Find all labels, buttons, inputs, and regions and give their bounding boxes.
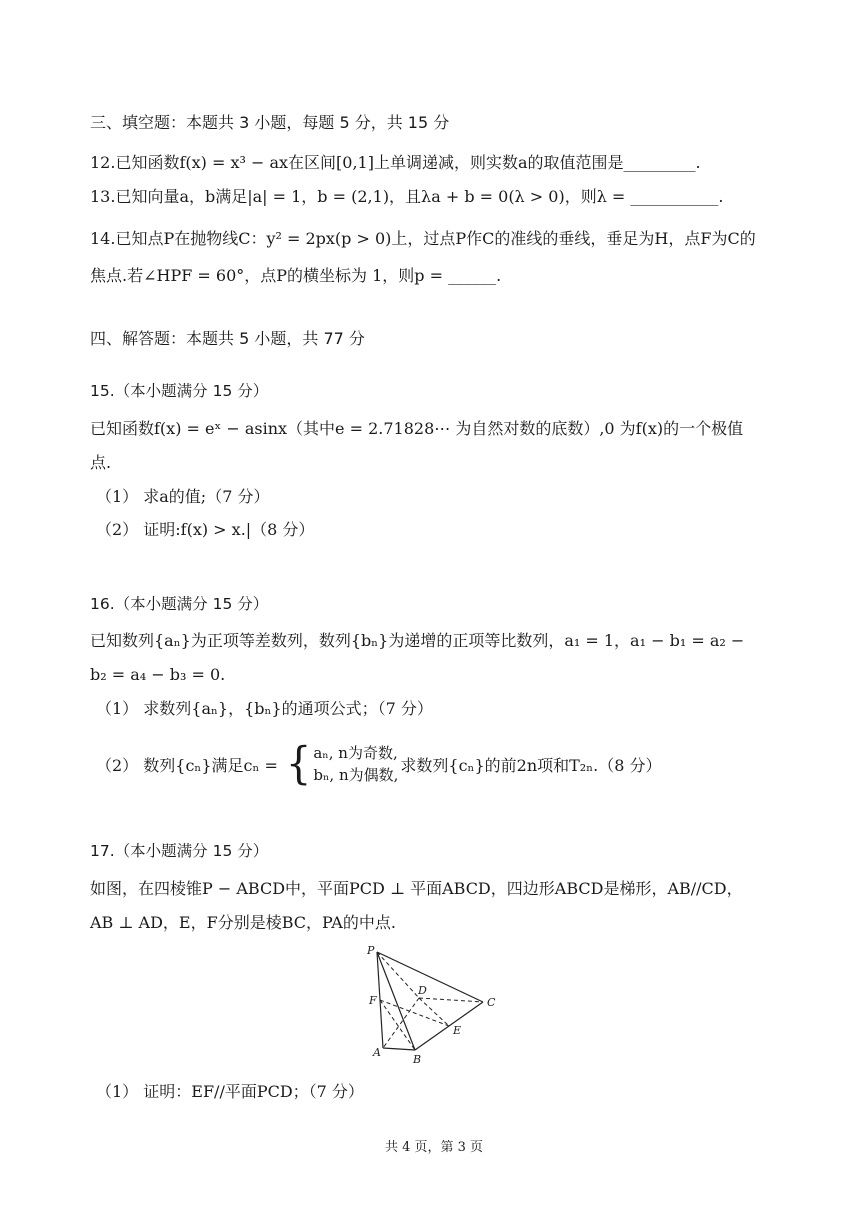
question-15-stem-line1: 已知函数f(x) = eˣ − asinx（其中e = 2.71828⋯ 为自然对数的底数）,0 为f(x)的一个极值	[90, 419, 744, 438]
question-17-stem-line1: 如图，在四棱锥P − ABCD中，平面PCD ⊥ 平面ABCD，四边形ABCD是梯形，AB//CD，	[90, 879, 743, 898]
section-heading-answer: 四、解答题：本题共 5 小题，共 77 分	[90, 329, 365, 348]
question-15-stem-line2: 点.	[90, 453, 112, 472]
question-15-title: 15.（本小题满分 15 分）	[90, 382, 269, 400]
question-17-stem-line2: AB ⊥ AD，E，F分别是棱BC，PA的中点.	[90, 913, 396, 932]
question-16-stem-line1: 已知数列{aₙ}为正项等差数列，数列{bₙ}为递增的正项等比数列，a₁ = 1，a₁ − b₁ = a₂ −	[90, 631, 745, 650]
label-P: P	[367, 944, 375, 957]
question-17-part1: （1） 证明：EF//平面PCD；（7 分）	[96, 1082, 364, 1101]
label-C: C	[487, 996, 496, 1009]
question-16-part2-suffix: 求数列{cₙ}的前2n项和T₂ₙ.（8 分）	[400, 755, 662, 775]
question-16-part1: （1） 求数列{aₙ}，{bₙ}的通项公式；（7 分）	[96, 699, 433, 718]
section-heading-fill-in: 三、填空题：本题共 3 小题，每题 5 分，共 15 分	[90, 113, 450, 132]
label-B: B	[413, 1053, 422, 1066]
label-F: F	[369, 994, 377, 1007]
label-E: E	[453, 1024, 462, 1037]
question-15-part2: （2） 证明:f(x) > x.|（8 分）	[96, 520, 315, 539]
piecewise-case-odd: aₙ, n为奇数,	[313, 744, 398, 762]
question-14-line1: 14.已知点P在抛物线C：y² = 2px(p > 0)上，过点P作C的准线的垂线，垂足为H，点F为C的	[90, 229, 756, 248]
question-16-stem-line2: b₂ = a₄ − b₃ = 0.	[90, 665, 226, 684]
question-16-title: 16.（本小题满分 15 分）	[90, 595, 269, 613]
label-D: D	[418, 984, 427, 997]
pyramid-figure	[355, 942, 505, 1067]
question-15-part1: （1） 求a的值;（7 分）	[96, 487, 270, 506]
label-A: A	[373, 1046, 381, 1059]
piecewise-definition	[285, 738, 399, 790]
question-14-line2: 焦点.若∠HPF = 60°，点P的横坐标为 1，则p = ______.	[90, 266, 502, 285]
piecewise-case-even: bₙ, n为偶数,	[313, 766, 399, 784]
question-16-part2	[96, 738, 662, 790]
question-16-part2-prefix: （2） 数列{cₙ}满足cₙ =	[96, 755, 278, 775]
question-17-title: 17.（本小题满分 15 分）	[90, 842, 269, 860]
page-footer: 共 4 页，第 3 页	[384, 1140, 484, 1155]
question-13: 13.已知向量a，b满足|a| = 1，b = (2,1)，且λa + b = 0(λ > 0)，则λ = ___________.	[90, 187, 724, 206]
question-12: 12.已知函数f(x) = x³ − ax在区间[0,1]上单调递减，则实数a的取值范围是_________.	[90, 153, 701, 172]
left-brace-icon: {	[285, 738, 312, 790]
